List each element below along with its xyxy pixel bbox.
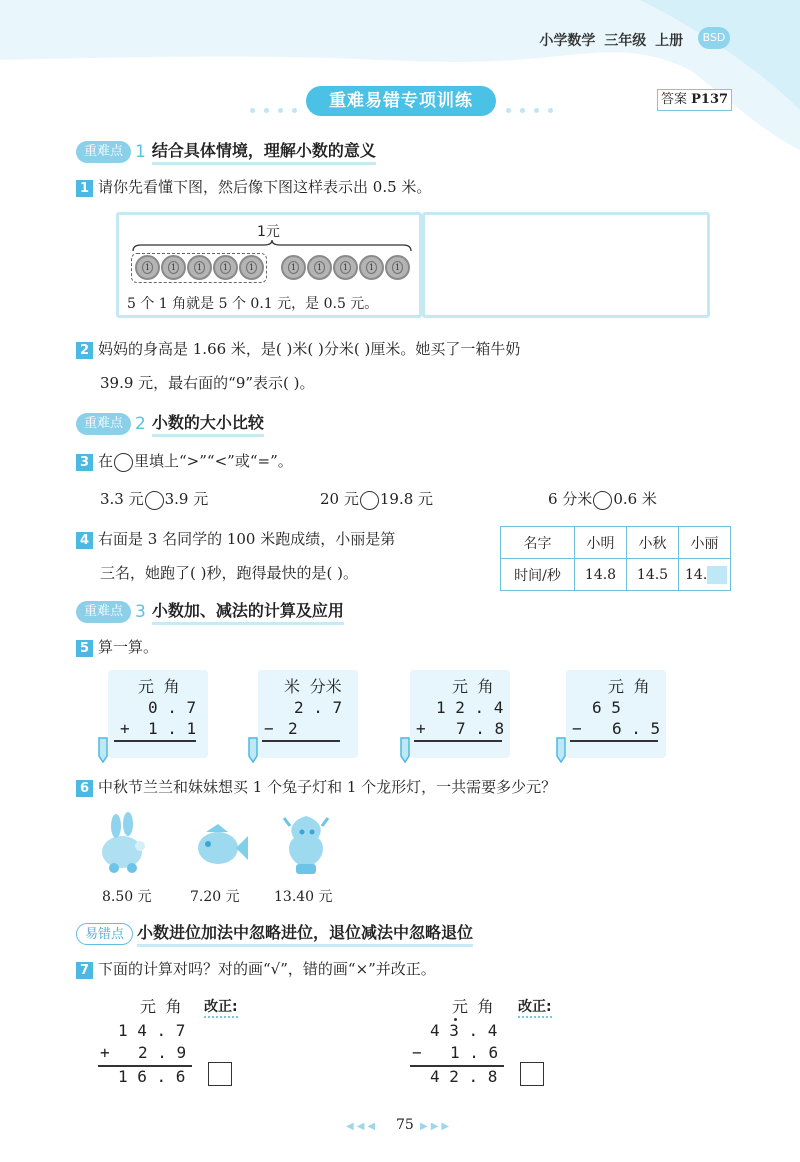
section-title: 小数的大小比较 [152, 410, 264, 437]
question-5 [76, 636, 158, 658]
calc-operand-b: 2 . 9 [138, 1043, 187, 1062]
banner-dots-left [250, 98, 306, 104]
calc-units: 元 角 [140, 997, 182, 1016]
table-header-row [501, 527, 731, 559]
table-row-label: 时间/秒 [501, 559, 575, 591]
calc-box-4 [566, 670, 666, 758]
example-caption: 5 个 1 角就是 5 个 0.1 元，是 0.5 元。 [127, 296, 379, 312]
calc-box-1 [108, 670, 208, 758]
calc-operand-a: 2 . 7 [294, 698, 343, 717]
section-pill: 易错点 [76, 923, 133, 945]
calc-box-2 [258, 670, 358, 758]
answer-label: 答案 [661, 92, 688, 107]
answer-drawing-area[interactable] [422, 212, 710, 318]
calc-operand-a: 6 5 [592, 698, 621, 717]
coin-icon: 1 [187, 255, 212, 280]
calc-units: 元 角 [608, 677, 650, 696]
section-title: 小数加、减法的计算及应用 [152, 598, 344, 625]
coin-icon: 1 [161, 255, 186, 280]
section-title: 小数进位加法中忽略进位，退位减法中忽略退位 [137, 920, 473, 947]
price-rabbit-lantern: 8.50 元 [102, 889, 152, 905]
question-2-line-2: 39.9 元，最右面的“9”表示( )。 [100, 374, 315, 392]
volume-label: 上册 [655, 33, 684, 49]
brace-icon [131, 239, 413, 253]
question-text-post: 里填上“>”“<”或“=”。 [134, 452, 293, 470]
section-header-2 [76, 410, 264, 434]
coin-icon: 1 [281, 255, 306, 280]
compare-item-3: 6 分米 0.6 米 [548, 490, 657, 508]
question-4-line-1 [76, 528, 395, 550]
compare-item-1: 3.3 元 3.9 元 [100, 490, 209, 508]
compare-item-2: 20 元 19.8 元 [320, 490, 434, 508]
table-header-cell: 小秋 [627, 527, 679, 559]
question-number: 7 [76, 962, 93, 979]
coin-icon: 1 [359, 255, 384, 280]
question-number: 3 [76, 454, 93, 471]
section-number: 1 [135, 141, 146, 162]
section-pill: 重难点 [76, 413, 131, 435]
question-3 [76, 450, 293, 472]
pencil-icon [553, 736, 569, 764]
price-dragon-lantern: 13.40 元 [274, 889, 333, 905]
check-mark-box[interactable] [208, 1062, 232, 1086]
subject-label: 小学数学 [539, 33, 596, 49]
question-text: 妈妈的身高是 1.66 米，是( )米( )分米( )厘米。她买了一箱牛奶 [98, 340, 521, 358]
question-6 [76, 776, 556, 798]
page-number: 75 [396, 1117, 414, 1133]
calc-operator: + [120, 719, 130, 738]
question-text: 请你先看懂下图，然后像下图这样表示出 0.5 米。 [98, 178, 432, 196]
calc-operand-b: 6 . 5 [612, 719, 661, 738]
table-cell-obscured: 14. [679, 559, 731, 591]
answer-reference [657, 89, 732, 111]
compare-circle-icon [114, 453, 133, 472]
coin-icon: 1 [135, 255, 160, 280]
calc-operator: − [264, 719, 274, 738]
calc-operand-b: 1 . 6 [450, 1043, 499, 1062]
calc-rule [570, 740, 658, 742]
compare-circle-input[interactable] [593, 491, 612, 510]
banner-dots-right [506, 98, 562, 104]
coin-icon: 1 [307, 255, 332, 280]
fish-lantern-icon [192, 822, 250, 874]
pencil-icon [245, 736, 261, 764]
calc-units: 元 角 [138, 677, 180, 696]
calc-units: 元 角 [452, 677, 494, 696]
edition-badge: BSD [698, 27, 730, 49]
pencil-icon [397, 736, 413, 764]
correction-label: 改正: [204, 996, 238, 1018]
check-mark-box[interactable] [520, 1062, 544, 1086]
compare-circle-input[interactable] [145, 491, 164, 510]
correction-problem-2 [408, 996, 598, 1092]
table-header-cell: 名字 [501, 527, 575, 559]
table-cell: 14.8 [575, 559, 627, 591]
coin-icon: 1 [213, 255, 238, 280]
calc-operator: + [100, 1043, 110, 1062]
question-2-line-1 [76, 338, 520, 360]
calc-operand-a: 4 3 . 4 [430, 1021, 498, 1040]
calc-result: 4 2 . 8 [430, 1067, 498, 1086]
calc-operator: + [416, 719, 426, 738]
example-panel [116, 212, 422, 318]
question-text: 下面的计算对吗？对的画“√”，错的画“×”并改正。 [98, 960, 436, 978]
rabbit-lantern-icon [96, 812, 156, 876]
coin-icon: 1 [239, 255, 264, 280]
section-pill: 重难点 [76, 601, 131, 623]
correction-problem-1 [96, 996, 286, 1092]
page-arrows-left-icon: ◀◀◀ [346, 1121, 379, 1132]
correction-label: 改正: [518, 996, 552, 1018]
calc-operand-b: 7 . 8 [456, 719, 505, 738]
calc-units: 元 角 [452, 997, 494, 1016]
calc-operand-a: 0 . 7 [148, 698, 197, 717]
section-title: 结合具体情境，理解小数的意义 [152, 138, 376, 165]
score-table [500, 526, 731, 591]
price-fish-lantern: 7.20 元 [190, 889, 240, 905]
question-4-line-2: 三名，她跑了( )秒，跑得最快的是( )。 [100, 564, 358, 582]
section-banner: 重难易错专项训练 [306, 86, 496, 116]
calc-operand-b: 2 [288, 719, 298, 738]
coin-row [135, 255, 415, 281]
calc-operand-a: 1 2 . 4 [436, 698, 504, 717]
question-text: 算一算。 [98, 638, 159, 656]
calc-rule [414, 740, 502, 742]
question-text-pre: 在 [98, 452, 114, 470]
question-1 [76, 176, 431, 198]
compare-circle-input[interactable] [360, 491, 379, 510]
table-row [501, 559, 731, 591]
section-header-errors [76, 920, 473, 944]
header-wave-decoration [0, 0, 800, 150]
question-number: 5 [76, 640, 93, 657]
page-arrows-right-icon: ▶▶▶ [420, 1121, 453, 1132]
question-text: 中秋节兰兰和妹妹想买 1 个兔子灯和 1 个龙形灯，一共需要多少元？ [98, 778, 557, 796]
coin-icon: 1 [333, 255, 358, 280]
table-header-cell: 小明 [575, 527, 627, 559]
question-number: 4 [76, 532, 93, 549]
calc-operand-a: 1 4 . 7 [118, 1021, 186, 1040]
answer-page: P137 [691, 92, 729, 107]
table-cell: 14.5 [627, 559, 679, 591]
question-number: 6 [76, 780, 93, 797]
question-number: 1 [76, 180, 93, 197]
calc-operator: − [572, 719, 582, 738]
table-header-cell: 小丽 [679, 527, 731, 559]
coin-icon: 1 [385, 255, 410, 280]
calc-result: 1 6 . 6 [118, 1067, 186, 1086]
calc-operator: − [412, 1043, 422, 1062]
section-number: 2 [135, 413, 146, 434]
section-header-1 [76, 138, 376, 162]
pencil-icon [95, 736, 111, 764]
calc-operand-b: 1 . 1 [148, 719, 197, 738]
section-header-3 [76, 598, 344, 622]
section-pill: 重难点 [76, 141, 131, 163]
calc-units: 米 分米 [284, 677, 342, 696]
brace-label: 1元 [257, 224, 280, 240]
grade-label: 三年级 [604, 33, 647, 49]
calc-rule [262, 740, 340, 742]
calc-box-3 [410, 670, 510, 758]
question-7 [76, 958, 436, 980]
question-number: 2 [76, 342, 93, 359]
dragon-lantern-icon [280, 812, 332, 876]
section-number: 3 [135, 601, 146, 622]
question-text: 右面是 3 名同学的 100 米跑成绩，小丽是第 [98, 530, 396, 548]
calc-rule [114, 740, 196, 742]
